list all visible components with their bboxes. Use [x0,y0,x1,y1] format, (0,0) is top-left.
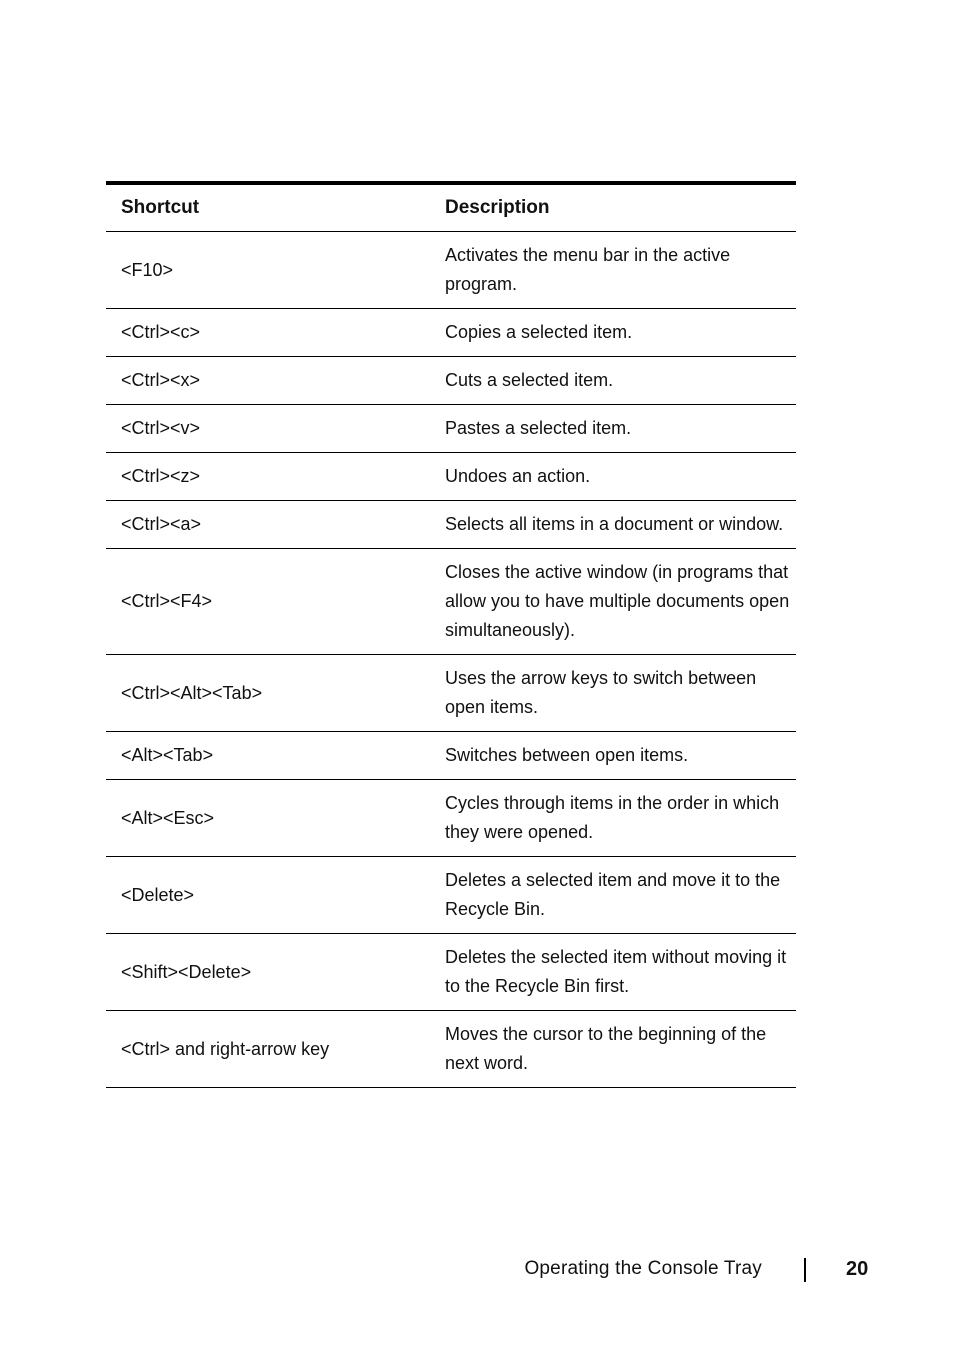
shortcut-cell: <F10> [106,232,445,309]
shortcut-table [106,181,796,1088]
description-cell: Cycles through items in the order in which they were opened. [445,780,796,857]
shortcut-cell: <Ctrl><c> [106,309,445,357]
description-cell: Selects all items in a document or window. [445,501,796,549]
description-cell: Uses the arrow keys to switch between open items. [445,655,796,732]
table-row [106,857,796,934]
shortcut-cell: <Ctrl><F4> [106,549,445,655]
table-row [106,357,796,405]
description-cell: Activates the menu bar in the active program. [445,232,796,309]
table-row [106,405,796,453]
shortcut-cell: <Ctrl><a> [106,501,445,549]
description-cell: Deletes a selected item and move it to the Recycle Bin. [445,857,796,934]
table-row [106,232,796,309]
shortcut-cell: <Ctrl> and right-arrow key [106,1011,445,1088]
description-cell: Closes the active window (in programs that allow you to have multiple documents open simultaneously). [445,549,796,655]
description-cell: Moves the cursor to the beginning of the next word. [445,1011,796,1088]
description-cell: Cuts a selected item. [445,357,796,405]
description-column-header: Description [445,183,796,232]
table-row [106,655,796,732]
page-footer [0,1256,954,1286]
shortcut-column-header: Shortcut [106,183,445,232]
table-row [106,780,796,857]
shortcut-cell: <Ctrl><v> [106,405,445,453]
shortcut-cell: <Ctrl><Alt><Tab> [106,655,445,732]
description-cell: Deletes the selected item without moving it to the Recycle Bin first. [445,934,796,1011]
shortcut-cell: <Alt><Tab> [106,732,445,780]
description-cell: Copies a selected item. [445,309,796,357]
description-cell: Switches between open items. [445,732,796,780]
table-row [106,549,796,655]
description-cell: Pastes a selected item. [445,405,796,453]
footer-divider [804,1258,806,1282]
shortcut-cell: <Delete> [106,857,445,934]
table-row [106,309,796,357]
page-number: 20 [846,1258,869,1280]
table-row [106,732,796,780]
shortcut-cell: <Shift><Delete> [106,934,445,1011]
table-row [106,453,796,501]
table-row [106,934,796,1011]
shortcut-cell: <Ctrl><z> [106,453,445,501]
table-row [106,1011,796,1088]
shortcut-cell: <Ctrl><x> [106,357,445,405]
description-cell: Undoes an action. [445,453,796,501]
table-header-row [106,183,796,232]
footer-section-title: Operating the Console Tray [524,1258,762,1279]
shortcut-cell: <Alt><Esc> [106,780,445,857]
table-row [106,501,796,549]
